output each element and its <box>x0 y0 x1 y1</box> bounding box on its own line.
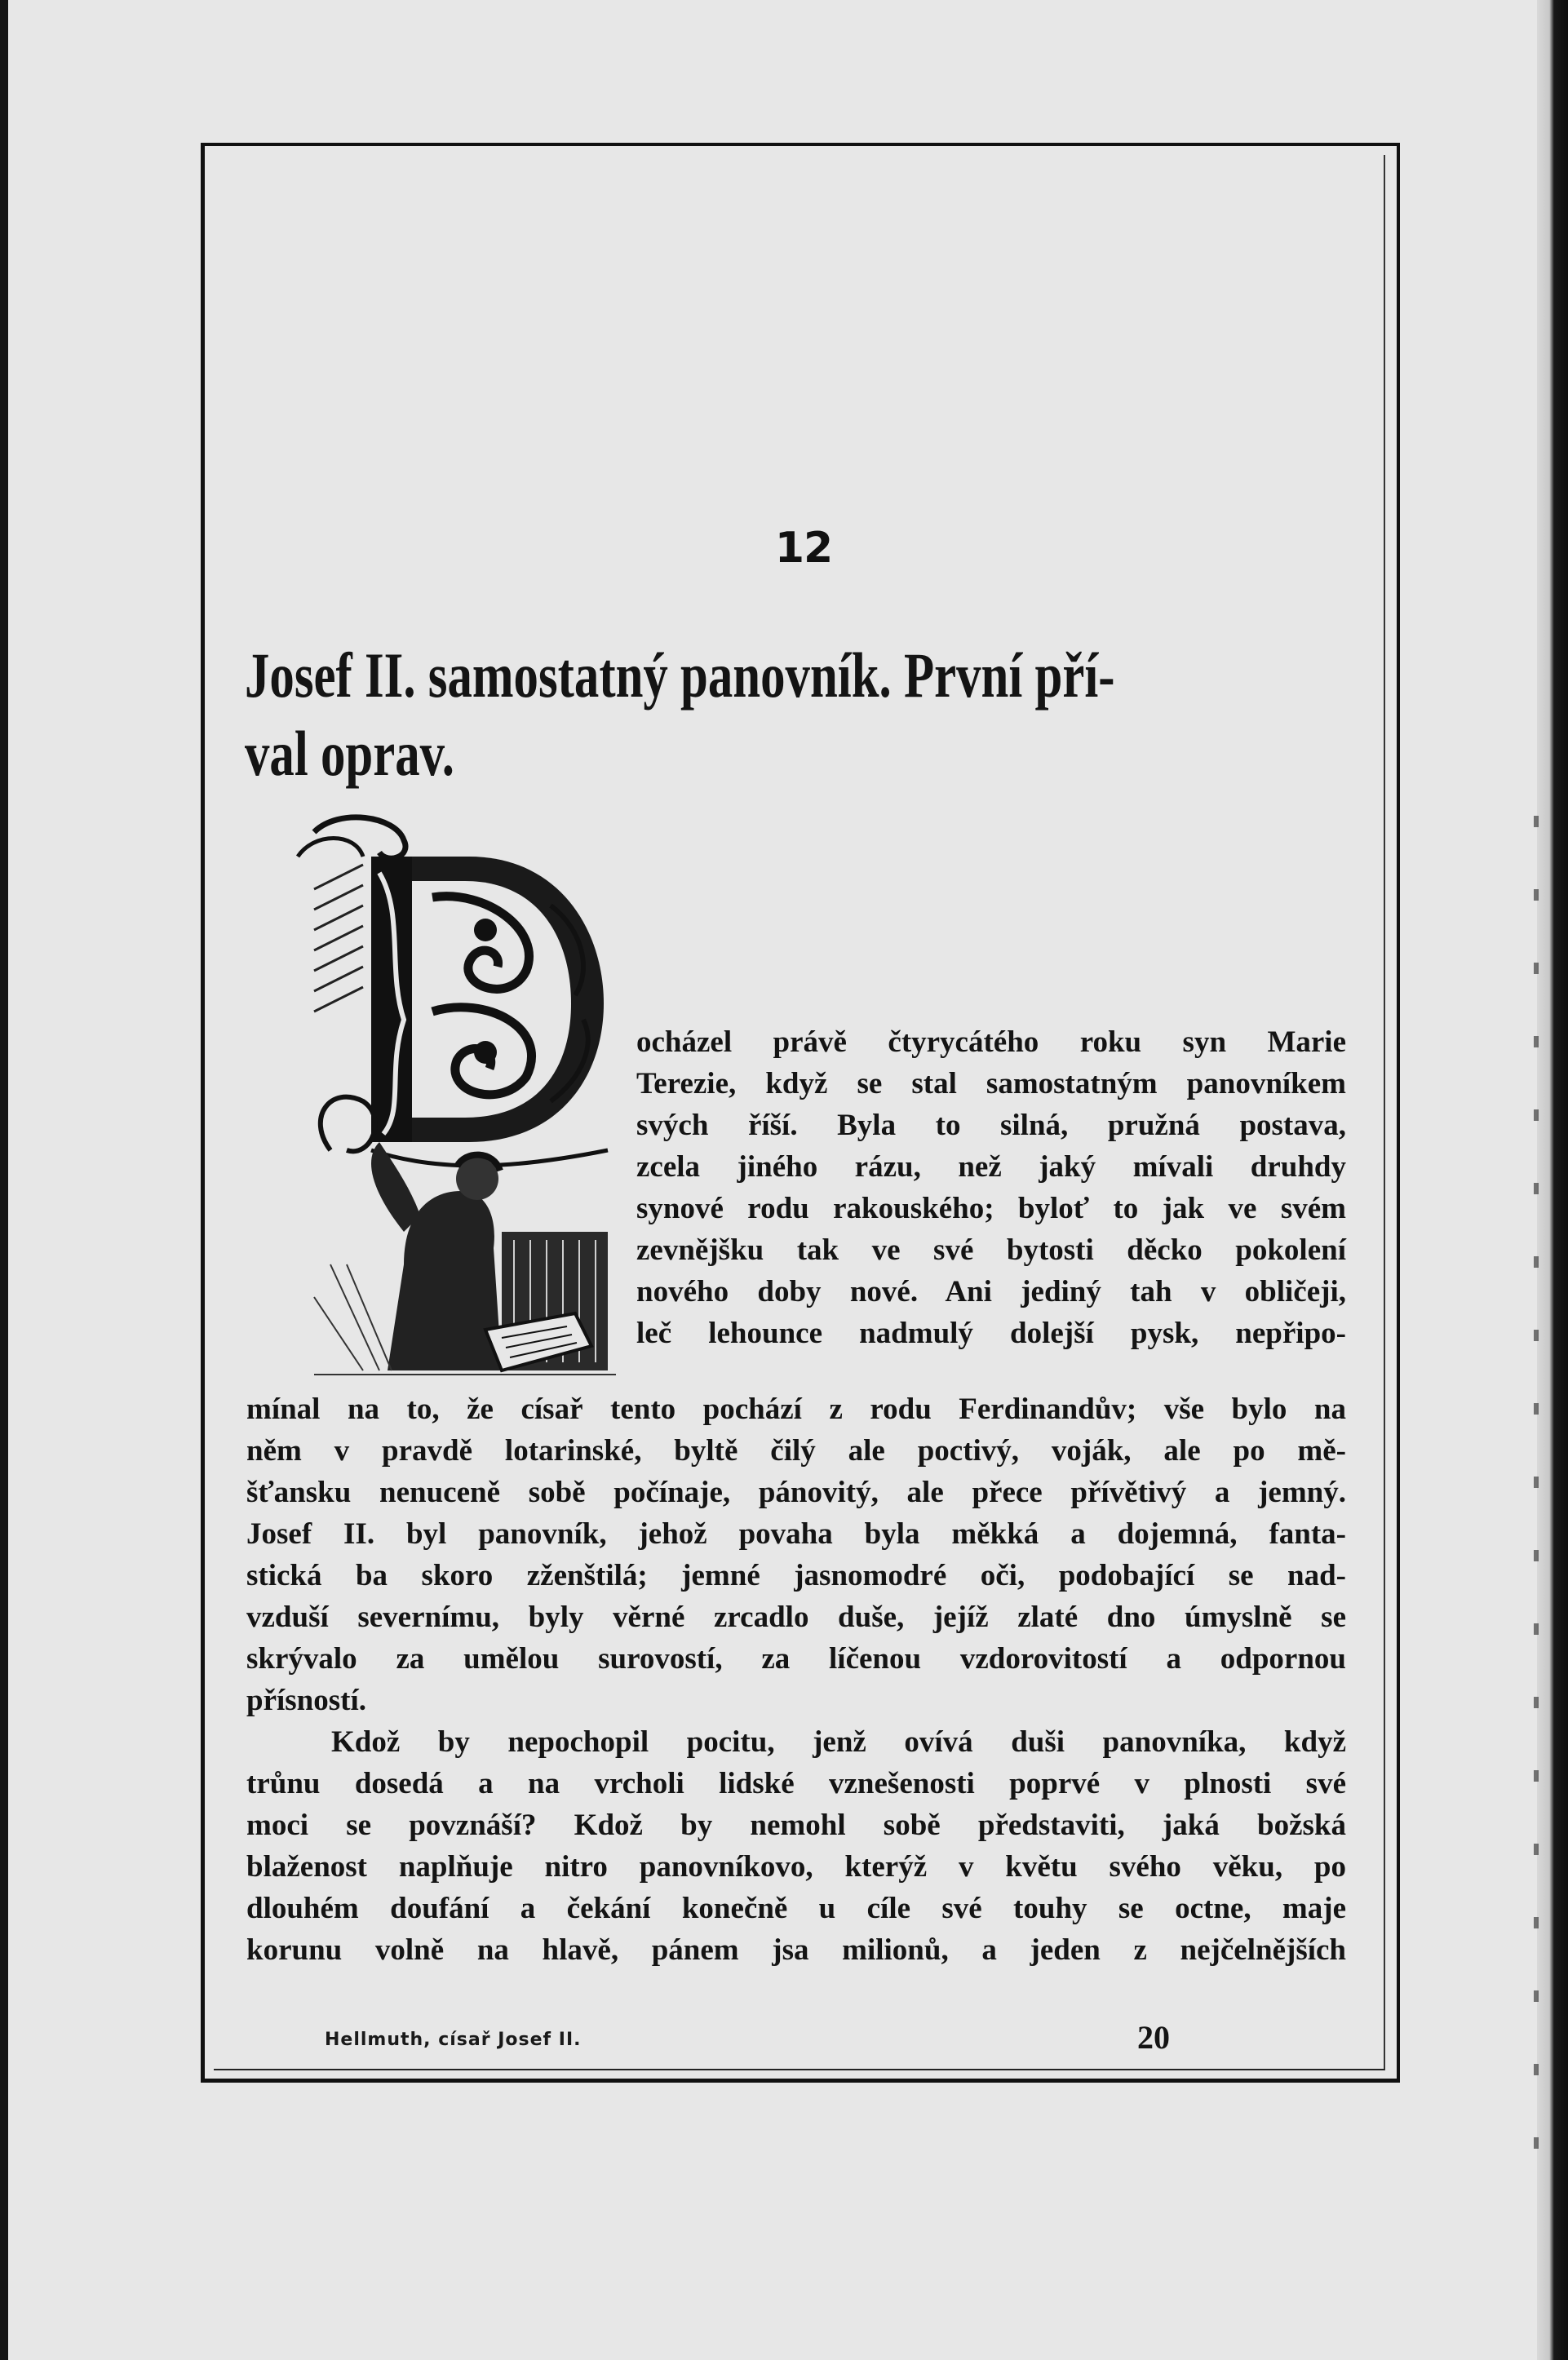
paragraph-1-beside-initial <box>636 1021 1346 1354</box>
text-line: synové rodu rakouského; byloť to jak ve svém <box>636 1192 1346 1225</box>
body-text <box>246 1388 1346 1971</box>
text-line: Josef II. byl panovník, jehož povaha byla měkká a dojemná, fanta- <box>246 1517 1346 1551</box>
text-line: zcela jiného rázu, než jaký mívali druhdy <box>636 1150 1346 1184</box>
decorated-initial-illustration <box>281 808 624 1379</box>
text-line: Terezie, když se stal samostatným panovníkem <box>636 1067 1346 1100</box>
chapter-title-line-2: val oprav. <box>245 718 454 789</box>
text-line: skrývalo za umělou surovostí, za líčenou vzdorovitostí a odpornou <box>246 1642 1346 1676</box>
chapter-title-line-1: Josef II. samostatný panovník. První pří- <box>245 640 1115 711</box>
scan-right-edge <box>1537 0 1568 2360</box>
text-line: nového doby nové. Ani jediný tah v obličeji, <box>636 1275 1346 1308</box>
printer-signature: Hellmuth, císař Josef II. <box>325 2030 582 2050</box>
text-line: ocházel právě čtyrycátého roku syn Marie <box>636 1025 1346 1059</box>
text-line: vzduší severnímu, byly věrné zrcadlo duše, jejíž zlaté dno úmyslně se <box>246 1601 1346 1634</box>
scan-left-edge <box>0 0 8 2360</box>
chapter-title <box>245 636 1371 793</box>
text-line: přísností. <box>246 1684 367 1717</box>
scan-edge-marks <box>1534 816 1539 2203</box>
text-line: něm v pravdě lotarinské, byltě čilý ale poctivý, voják, ale po mě- <box>246 1434 1346 1468</box>
text-line: dlouhém doufání a čekání konečně u cíle své touhy se octne, maje <box>246 1892 1346 1925</box>
text-line: blaženost naplňuje nitro panovníkovo, kterýž v květu svého věku, po <box>246 1850 1346 1884</box>
chapter-number: 12 <box>774 524 833 573</box>
sheet-number: 20 <box>1137 2019 1170 2056</box>
text-line: leč lehounce nadmulý dolejší pysk, nepřipo- <box>636 1317 1346 1350</box>
text-line: trůnu dosedá a na vrcholi lidské vznešenosti poprvé v plnosti své <box>246 1767 1346 1800</box>
text-line: šťansku nenuceně sobě počínaje, pánovitý, ale přece přívětivý a jemný. <box>246 1476 1346 1509</box>
text-line: svých říší. Byla to silná, pružná postava, <box>636 1109 1346 1142</box>
text-line: zevnějšku tak ve své bytosti děcko pokolení <box>636 1233 1346 1267</box>
text-line: korunu volně na hlavě, pánem jsa milionů, a jeden z nejčelnějších <box>246 1933 1346 1967</box>
text-line: moci se povznáší? Kdož by nemohl sobě představiti, jaká božská <box>246 1809 1346 1842</box>
text-line: Kdož by nepochopil pocitu, jenž ovívá duši panovníka, když <box>331 1725 1346 1759</box>
text-line: mínal na to, že císař tento pochází z rodu Ferdinandův; vše bylo na <box>246 1393 1346 1426</box>
text-line: stická ba skoro zženštilá; jemné jasnomodré oči, podobající se nad- <box>246 1559 1346 1592</box>
